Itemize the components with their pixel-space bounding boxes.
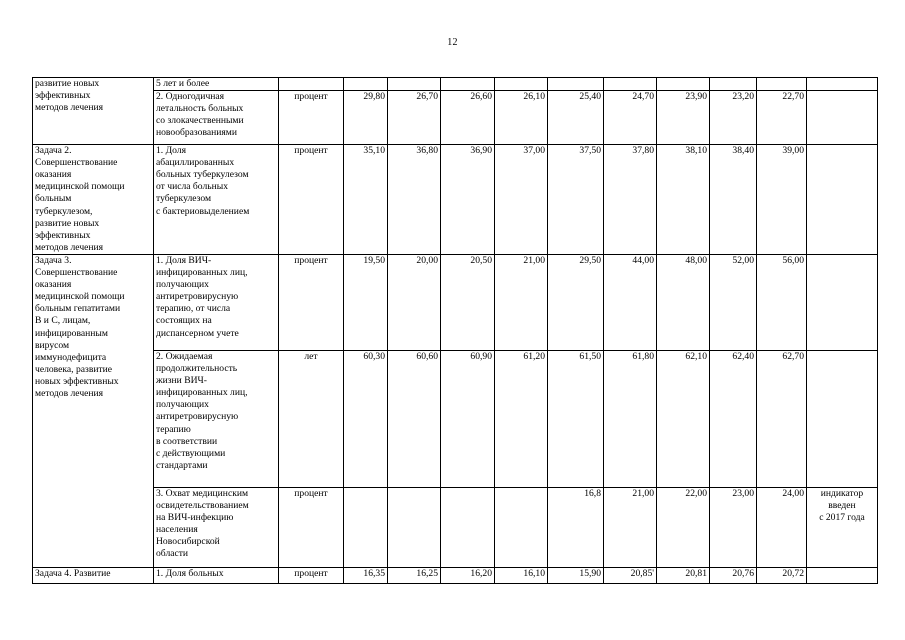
value-cell — [657, 78, 710, 91]
unit-cell: процент — [279, 567, 344, 583]
value-cell: 19,50 — [344, 254, 388, 350]
indicator-cell: 5 лет и более — [154, 78, 279, 91]
indicator-cell: 1. Доля ВИЧ- инфицированных лиц, получающих антиретровирусную терапию, от числа состоящих на диспансерном учете — [154, 254, 279, 350]
value-cell: 36,80 — [388, 145, 441, 255]
table-row — [33, 91, 878, 145]
value-cell: 38,40 — [710, 145, 757, 255]
indicator-cell: 2. Одногодичная летальность больных со злокачественными новообразованиями — [154, 91, 279, 145]
task-cell: Задача 3. Совершенствование оказания медицинской помощи больным гепатитами В и С, лицам, инфицированным вирусом иммунодефицита человека, развитие новых эффективных методов лечения — [33, 254, 154, 567]
value-cell — [388, 78, 441, 91]
value-cell: 26,60 — [441, 91, 495, 145]
value-cell: 21,00 — [604, 487, 657, 567]
value-cell: 60,30 — [344, 350, 388, 487]
unit-cell: процент — [279, 145, 344, 255]
value-cell: 52,00 — [710, 254, 757, 350]
table-row — [33, 350, 878, 487]
value-cell: 29,80 — [344, 91, 388, 145]
table-row — [33, 254, 878, 350]
value-cell: 16,20 — [441, 567, 495, 583]
value-cell: 39,00 — [757, 145, 807, 255]
value-cell: 48,00 — [657, 254, 710, 350]
unit-cell — [279, 78, 344, 91]
note-cell: индикатор введен с 2017 года — [807, 487, 878, 567]
value-cell: 37,80 — [604, 145, 657, 255]
value-cell: 16,10 — [495, 567, 548, 583]
value-cell: 23,00 — [710, 487, 757, 567]
value-cell: 37,50 — [548, 145, 604, 255]
value-cell: 24,00 — [757, 487, 807, 567]
value-cell: 20,00 — [388, 254, 441, 350]
value-cell: 61,80 — [604, 350, 657, 487]
value-cell: 62,70 — [757, 350, 807, 487]
note-cell — [807, 78, 878, 91]
value-cell: 61,50 — [548, 350, 604, 487]
value-cell — [548, 78, 604, 91]
value-cell: 44,00 — [604, 254, 657, 350]
note-cell — [807, 350, 878, 487]
note-cell — [807, 254, 878, 350]
value-cell: 23,20 — [710, 91, 757, 145]
value-cell: 38,10 — [657, 145, 710, 255]
value-cell — [757, 78, 807, 91]
value-cell — [441, 78, 495, 91]
value-cell: 37,00 — [495, 145, 548, 255]
value-cell: 35,10 — [344, 145, 388, 255]
value-cell: 26,10 — [495, 91, 548, 145]
unit-cell: процент — [279, 487, 344, 567]
value-cell: 25,40 — [548, 91, 604, 145]
unit-cell: процент — [279, 254, 344, 350]
page-number: 12 — [447, 37, 458, 48]
note-cell — [807, 145, 878, 255]
value-cell: 36,90 — [441, 145, 495, 255]
value-cell — [441, 487, 495, 567]
note-cell — [807, 91, 878, 145]
table-row — [33, 567, 878, 583]
value-cell: 22,00 — [657, 487, 710, 567]
value-cell: 26,70 — [388, 91, 441, 145]
value-cell: 62,10 — [657, 350, 710, 487]
value-cell: 20,81 — [657, 567, 710, 583]
indicator-cell: 3. Охват медицинским освидетельствованием на ВИЧ-инфекцию населения Новосибирской области — [154, 487, 279, 567]
value-cell — [344, 487, 388, 567]
indicator-cell: 1. Доля абациллированных больных туберкулезом от числа больных туберкулезом с бактериовыделением — [154, 145, 279, 255]
unit-cell: лет — [279, 350, 344, 487]
value-cell: 60,90 — [441, 350, 495, 487]
value-cell: 20,76 — [710, 567, 757, 583]
value-cell: 23,90 — [657, 91, 710, 145]
value-cell: 61,20 — [495, 350, 548, 487]
note-cell — [807, 567, 878, 583]
value-cell: 60,60 — [388, 350, 441, 487]
value-cell: 21,00 — [495, 254, 548, 350]
value-cell: 22,70 — [757, 91, 807, 145]
unit-cell: процент — [279, 91, 344, 145]
task-cell: развитие новых эффективных методов лечения — [33, 78, 154, 145]
value-cell: 20,50 — [441, 254, 495, 350]
table-row — [33, 145, 878, 255]
value-cell: 20,72 — [757, 567, 807, 583]
value-cell — [604, 78, 657, 91]
value-cell — [710, 78, 757, 91]
value-cell: 15,90 — [548, 567, 604, 583]
task-cell: Задача 2. Совершенствование оказания медицинской помощи больным туберкулезом, развитие новых эффективных методов лечения — [33, 145, 154, 255]
table-row — [33, 487, 878, 567]
value-cell: 16,25 — [388, 567, 441, 583]
task-cell: Задача 4. Развитие — [33, 567, 154, 583]
value-cell: 62,40 — [710, 350, 757, 487]
value-cell — [344, 78, 388, 91]
value-cell: 29,50 — [548, 254, 604, 350]
value-cell — [388, 487, 441, 567]
value-cell: 24,70 — [604, 91, 657, 145]
value-cell: 20,85' — [604, 567, 657, 583]
value-cell — [495, 487, 548, 567]
indicators-table — [32, 77, 878, 584]
indicator-cell: 1. Доля больных — [154, 567, 279, 583]
value-cell: 16,8 — [548, 487, 604, 567]
value-cell — [495, 78, 548, 91]
indicator-cell: 2. Ожидаемая продолжительность жизни ВИЧ- инфицированных лиц, получающих антиретровирусную терапию в соответствии с действующими стандартами — [154, 350, 279, 487]
value-cell: 56,00 — [757, 254, 807, 350]
value-cell: 16,35 — [344, 567, 388, 583]
table-row — [33, 78, 878, 91]
